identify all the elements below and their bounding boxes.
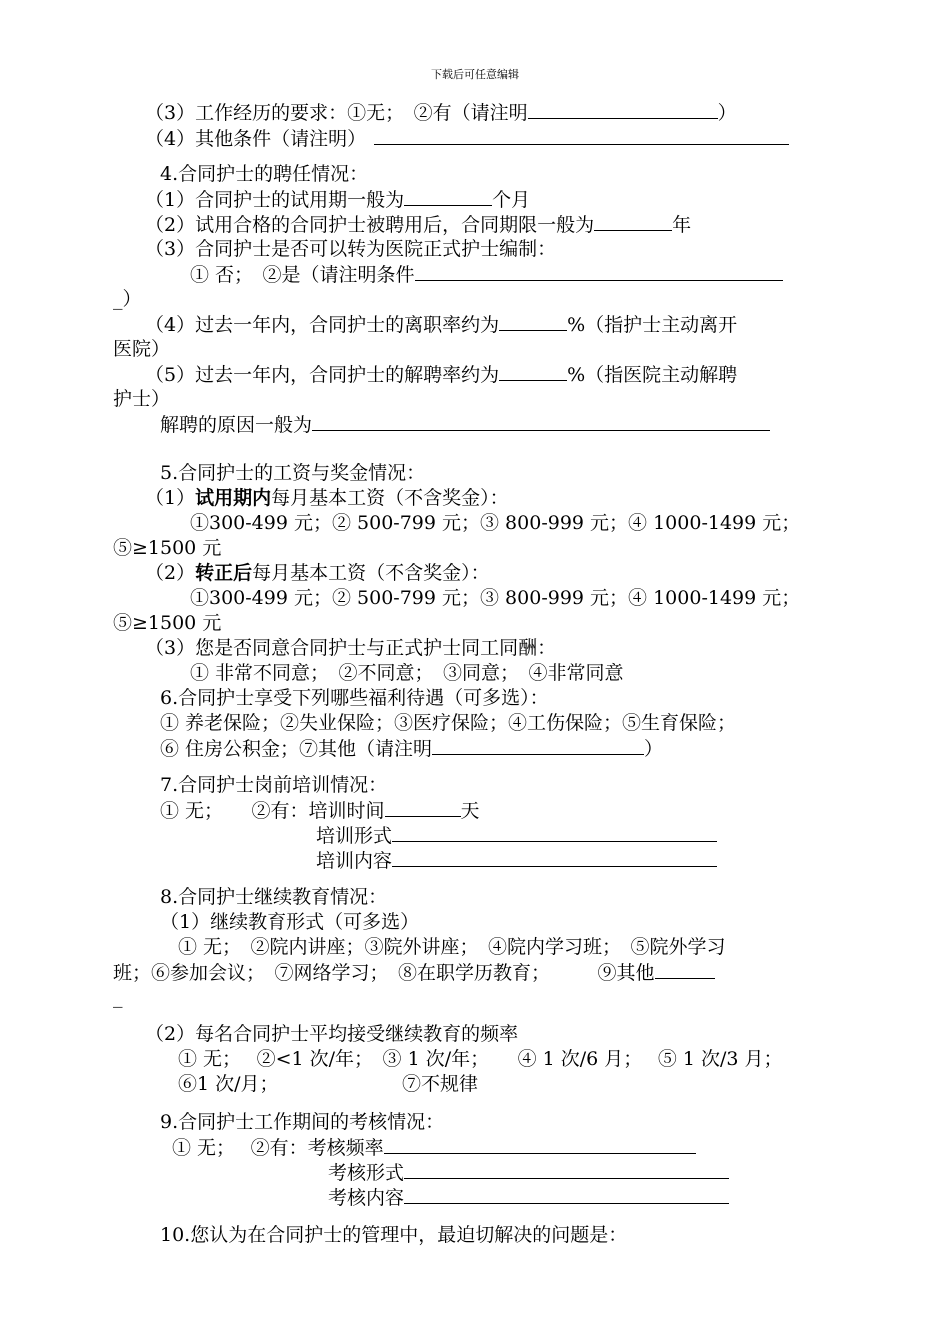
regular-salary-option-5: ⑤≥1500 元	[113, 612, 222, 634]
regular-salary-prefix: （2）	[145, 562, 196, 584]
probation-line	[145, 187, 530, 212]
probation-salary-question	[145, 486, 509, 510]
training-content-label: 培训内容	[316, 850, 393, 872]
assessment-frequency-text: ① 无； ②有：考核频率	[172, 1137, 384, 1159]
equal-pay-options: ① 非常不同意； ②不同意； ③同意； ④非常同意	[190, 662, 624, 684]
work-experience-close: ）	[717, 102, 737, 124]
continuing-education-options-1: ① 无； ②院内讲座；③院外讲座； ④院内学习班； ⑤院外学习	[178, 936, 726, 958]
assessment-content-line	[328, 1185, 729, 1210]
probation-text: （1）合同护士的试用期一般为	[145, 189, 405, 211]
assessment-content-label: 考核内容	[328, 1187, 405, 1209]
assessment-form-blank[interactable]	[404, 1160, 729, 1179]
assessment-frequency-blank[interactable]	[384, 1135, 696, 1154]
probation-salary-prefix: （1）	[145, 487, 196, 509]
dismissal-rate-note: %（指医院主动解聘	[567, 364, 738, 386]
resignation-rate-text: （4）过去一年内，合同护士的离职率约为	[145, 314, 500, 336]
regular-salary-rest: 每月基本工资（不含奖金）：	[252, 562, 490, 584]
work-experience-blank[interactable]	[528, 100, 718, 119]
convert-tail: _）	[113, 288, 142, 310]
dismissal-reason-text: 解聘的原因一般为	[160, 414, 313, 436]
training-content-blank[interactable]	[392, 848, 717, 867]
continuing-education-other-blank[interactable]	[655, 960, 715, 979]
assessment-form-line	[328, 1160, 729, 1185]
continuing-education-options-2	[113, 960, 715, 985]
resignation-rate-blank[interactable]	[499, 312, 567, 331]
other-conditions-line	[145, 126, 789, 151]
section-6-title: 6.合同护士享受下列哪些福利待遇（可多选）：	[160, 687, 549, 709]
assessment-frequency-line	[172, 1135, 696, 1160]
section-4-title: 4.合同护士的聘任情况：	[160, 163, 369, 185]
section-7-title: 7.合同护士岗前培训情况：	[160, 774, 388, 796]
training-time-text: ① 无； ②有：培训时间	[160, 800, 385, 822]
equal-pay-question: （3）您是否同意合同护士与正式护士同工同酬：	[145, 637, 557, 659]
dismissal-rate-line	[145, 362, 737, 387]
probation-salary-bold: 试用期内	[195, 487, 272, 509]
section-5-title: 5.合同护士的工资与奖金情况：	[160, 462, 426, 484]
regular-salary-question	[145, 561, 490, 585]
regular-salary-options: ①300-499 元；② 500-799 元；③ 800-999 元；④ 1000-1499 元；	[190, 587, 801, 609]
regular-salary-bold: 转正后	[195, 562, 253, 584]
resignation-rate-cont: 医院）	[113, 338, 171, 360]
contract-term-line	[145, 212, 691, 237]
assessment-form-label: 考核形式	[328, 1162, 405, 1184]
continuing-education-tail: _	[113, 986, 123, 1008]
dismissal-reason-line	[160, 412, 770, 437]
probation-salary-rest: 每月基本工资（不含奖金）：	[271, 487, 509, 509]
work-experience-text: （3）工作经历的要求：①无； ②有（请注明	[145, 102, 528, 124]
dismissal-reason-blank[interactable]	[312, 412, 770, 431]
training-form-line	[316, 823, 717, 848]
dismissal-rate-text: （5）过去一年内，合同护士的解聘率约为	[145, 364, 500, 386]
education-frequency-options-1: ① 无； ②<1 次/年； ③ 1 次/年； ④ 1 次/6 月； ⑤ 1 次/3 月；	[178, 1048, 783, 1070]
continuing-education-options-2-text: 班；⑥参加会议； ⑦网络学习； ⑧在职学历教育； ⑨其他	[113, 962, 655, 984]
benefits-other-blank[interactable]	[432, 736, 644, 755]
page-header: 下载后可任意编辑	[431, 68, 519, 81]
training-time-unit: 天	[460, 800, 480, 822]
other-conditions-blank[interactable]	[374, 126, 789, 145]
probation-salary-options: ①300-499 元；② 500-799 元；③ 800-999 元；④ 1000-1499 元；	[190, 512, 801, 534]
benefits-options-2-close: ）	[644, 738, 664, 760]
education-frequency-question: （2）每名合同护士平均接受继续教育的频率	[145, 1023, 519, 1045]
section-10-title: 10.您认为在合同护士的管理中，最迫切解决的问题是：	[160, 1224, 628, 1246]
education-frequency-options-2: ⑥1 次/月； ⑦不规律	[178, 1073, 479, 1095]
training-time-line	[160, 798, 480, 823]
other-conditions-text: （4）其他条件（请注明）	[145, 128, 367, 150]
probation-unit: 个月	[492, 189, 531, 211]
contract-term-blank[interactable]	[594, 212, 672, 231]
probation-blank[interactable]	[404, 187, 492, 206]
assessment-content-blank[interactable]	[404, 1185, 729, 1204]
convert-question: （3）合同护士是否可以转为医院正式护士编制：	[145, 238, 557, 260]
benefits-options-1: ① 养老保险；②失业保险；③医疗保险；④工伤保险；⑤生育保险；	[160, 712, 737, 734]
continuing-education-form: （1）继续教育形式（可多选）	[160, 911, 420, 933]
resignation-rate-note: %（指护士主动离开	[567, 314, 738, 336]
section-9-title: 9.合同护士工作期间的考核情况：	[160, 1111, 445, 1133]
training-form-label: 培训形式	[316, 825, 393, 847]
section-8-title: 8.合同护士继续教育情况：	[160, 886, 388, 908]
dismissal-rate-cont: 护士）	[113, 388, 171, 410]
contract-term-unit: 年	[672, 214, 692, 236]
resignation-rate-line	[145, 312, 737, 337]
training-content-line	[316, 848, 717, 873]
benefits-options-2	[160, 736, 663, 761]
dismissal-rate-blank[interactable]	[499, 362, 567, 381]
training-time-blank[interactable]	[385, 798, 461, 817]
benefits-options-2-text: ⑥ 住房公积金；⑦其他（请注明	[160, 738, 433, 760]
convert-condition-blank[interactable]	[415, 262, 783, 281]
contract-term-text: （2）试用合格的合同护士被聘用后，合同期限一般为	[145, 214, 595, 236]
training-form-blank[interactable]	[392, 823, 717, 842]
convert-options: ① 否； ②是（请注明条件	[190, 264, 415, 286]
probation-salary-option-5: ⑤≥1500 元	[113, 537, 222, 559]
convert-options-line	[190, 262, 783, 287]
work-experience-line	[145, 100, 737, 125]
